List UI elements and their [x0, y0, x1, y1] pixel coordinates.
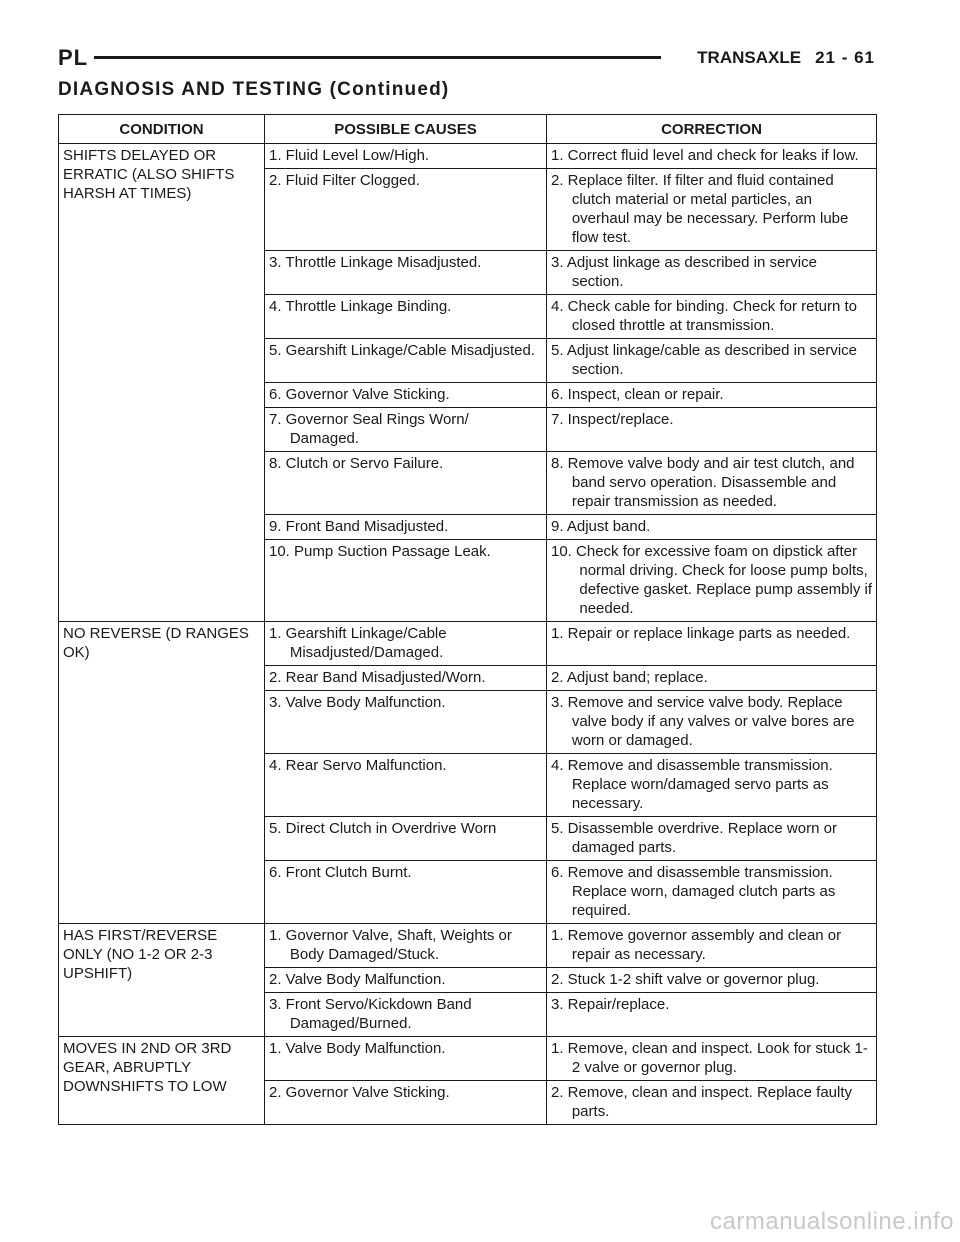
- cause-text: 1. Valve Body Malfunction.: [269, 1040, 446, 1057]
- table-header-row: [59, 115, 877, 144]
- cause-text: 1. Fluid Level Low/High.: [269, 147, 430, 164]
- cause-text: 2. Rear Band Misadjusted/Worn.: [269, 669, 486, 686]
- cause-text: 9. Front Band Misadjusted.: [269, 518, 449, 535]
- cause-text: 5. Gearshift Linkage/Cable Misadjusted.: [269, 342, 535, 359]
- correction-text: 1. Remove governor assembly and clean or repair as necessary.: [551, 927, 842, 963]
- table-row: [59, 924, 877, 968]
- cause-cell: [265, 968, 547, 993]
- cause-cell: [265, 515, 547, 540]
- correction-cell: [547, 383, 877, 408]
- correction-text: 5. Disassemble overdrive. Replace worn or damaged parts.: [551, 820, 837, 856]
- cause-text: 7. Governor Seal Rings Worn/ Damaged.: [269, 411, 469, 447]
- condition-cell: NO REVERSE (D RANGES OK): [59, 622, 265, 924]
- cause-text: 2. Valve Body Malfunction.: [269, 971, 446, 988]
- correction-text: 1. Remove, clean and inspect. Look for stuck 1-2 valve or governor plug.: [551, 1040, 868, 1076]
- table-row: [59, 622, 877, 666]
- cause-cell: [265, 924, 547, 968]
- table-row: [59, 1037, 877, 1081]
- header-rule: [94, 56, 661, 59]
- section-title: DIAGNOSIS AND TESTING (Continued): [58, 79, 450, 100]
- cause-text: 4. Throttle Linkage Binding.: [269, 298, 452, 315]
- correction-text: 4. Check cable for binding. Check for return to closed throttle at transmission.: [551, 298, 857, 334]
- correction-text: 2. Replace filter. If filter and fluid contained clutch material or metal particles, an overhaul may be necessary. Perform lube flow test.: [551, 172, 849, 246]
- correction-text: 3. Repair/replace.: [551, 996, 670, 1013]
- correction-cell: [547, 251, 877, 295]
- correction-text: 2. Remove, clean and inspect. Replace faulty parts.: [551, 1084, 853, 1120]
- cause-cell: [265, 251, 547, 295]
- cause-text: 2. Fluid Filter Clogged.: [269, 172, 420, 189]
- correction-cell: [547, 408, 877, 452]
- column-header-condition: CONDITION: [59, 115, 265, 144]
- correction-text: 2. Stuck 1-2 shift valve or governor plug.: [551, 971, 820, 988]
- correction-cell: [547, 968, 877, 993]
- cause-text: 3. Front Servo/Kickdown Band Damaged/Burned.: [269, 996, 472, 1032]
- cause-cell: [265, 540, 547, 622]
- cause-text: 1. Gearshift Linkage/Cable Misadjusted/Damaged.: [269, 625, 447, 661]
- correction-text: 5. Adjust linkage/cable as described in service section.: [551, 342, 858, 378]
- correction-text: 2. Adjust band; replace.: [551, 669, 708, 686]
- condition-cell: MOVES IN 2ND OR 3RD GEAR, ABRUPTLY DOWNSHIFTS TO LOW: [59, 1037, 265, 1125]
- correction-cell: [547, 339, 877, 383]
- correction-cell: [547, 540, 877, 622]
- column-header-causes: POSSIBLE CAUSES: [265, 115, 547, 144]
- cause-text: 8. Clutch or Servo Failure.: [269, 455, 444, 472]
- correction-text: 3. Remove and service valve body. Replace valve body if any valves or valve bores are worn or damaged.: [551, 694, 855, 749]
- cause-cell: [265, 817, 547, 861]
- correction-text: 10. Check for excessive foam on dipstick after normal driving. Check for loose pump bolts, defective gasket. Replace pump assembly if needed.: [551, 543, 873, 617]
- correction-text: 1. Repair or replace linkage parts as needed.: [551, 625, 851, 642]
- cause-cell: [265, 408, 547, 452]
- correction-cell: [547, 295, 877, 339]
- cause-cell: [265, 1081, 547, 1125]
- cause-text: 6. Front Clutch Burnt.: [269, 864, 412, 881]
- correction-cell: [547, 622, 877, 666]
- correction-cell: [547, 924, 877, 968]
- cause-text: 3. Valve Body Malfunction.: [269, 694, 446, 711]
- header-right: [697, 44, 875, 72]
- cause-text: 4. Rear Servo Malfunction.: [269, 757, 447, 774]
- cause-cell: [265, 993, 547, 1037]
- correction-cell: [547, 169, 877, 251]
- correction-text: 6. Inspect, clean or repair.: [551, 386, 724, 403]
- correction-cell: [547, 691, 877, 754]
- cause-cell: [265, 295, 547, 339]
- correction-cell: [547, 1037, 877, 1081]
- correction-cell: [547, 817, 877, 861]
- correction-cell: [547, 452, 877, 515]
- correction-cell: [547, 1081, 877, 1125]
- correction-text: 8. Remove valve body and air test clutch, and band servo operation. Disassemble and repair transmission as needed.: [551, 455, 855, 510]
- section-name: TRANSAXLE: [697, 48, 802, 67]
- correction-cell: [547, 861, 877, 924]
- correction-cell: [547, 666, 877, 691]
- correction-cell: [547, 144, 877, 169]
- cause-text: 2. Governor Valve Sticking.: [269, 1084, 450, 1101]
- correction-text: 7. Inspect/replace.: [551, 411, 674, 428]
- cause-cell: [265, 452, 547, 515]
- cause-cell: [265, 1037, 547, 1081]
- correction-cell: [547, 754, 877, 817]
- correction-cell: [547, 993, 877, 1037]
- correction-text: 4. Remove and disassemble transmission. Replace worn/damaged servo parts as necessary.: [551, 757, 833, 812]
- correction-cell: [547, 515, 877, 540]
- cause-cell: [265, 169, 547, 251]
- page-header: [58, 44, 875, 72]
- cause-cell: [265, 339, 547, 383]
- cause-cell: [265, 383, 547, 408]
- cause-cell: [265, 861, 547, 924]
- cause-text: 1. Governor Valve, Shaft, Weights or Body Damaged/Stuck.: [269, 927, 512, 963]
- column-header-correction: CORRECTION: [547, 115, 877, 144]
- condition-cell: HAS FIRST/REVERSE ONLY (NO 1-2 OR 2-3 UPSHIFT): [59, 924, 265, 1037]
- vehicle-code: PL: [58, 45, 89, 70]
- cause-cell: [265, 691, 547, 754]
- cause-cell: [265, 144, 547, 169]
- cause-cell: [265, 754, 547, 817]
- watermark: carmanualsonline.info: [710, 1208, 954, 1235]
- table-row: [59, 144, 877, 169]
- condition-cell: SHIFTS DELAYED OR ERRATIC (ALSO SHIFTS HARSH AT TIMES): [59, 144, 265, 622]
- page-number: 21 - 61: [815, 48, 875, 67]
- correction-text: 1. Correct fluid level and check for leaks if low.: [551, 147, 859, 164]
- cause-text: 10. Pump Suction Passage Leak.: [269, 543, 491, 560]
- correction-text: 9. Adjust band.: [551, 518, 651, 535]
- cause-cell: [265, 666, 547, 691]
- correction-text: 6. Remove and disassemble transmission. Replace worn, damaged clutch parts as required.: [551, 864, 836, 919]
- cause-text: 3. Throttle Linkage Misadjusted.: [269, 254, 482, 271]
- cause-text: 5. Direct Clutch in Overdrive Worn: [269, 820, 497, 837]
- correction-text: 3. Adjust linkage as described in service section.: [551, 254, 817, 290]
- diagnosis-table: [58, 114, 877, 1125]
- cause-text: 6. Governor Valve Sticking.: [269, 386, 450, 403]
- table-body: [59, 144, 877, 1125]
- cause-cell: [265, 622, 547, 666]
